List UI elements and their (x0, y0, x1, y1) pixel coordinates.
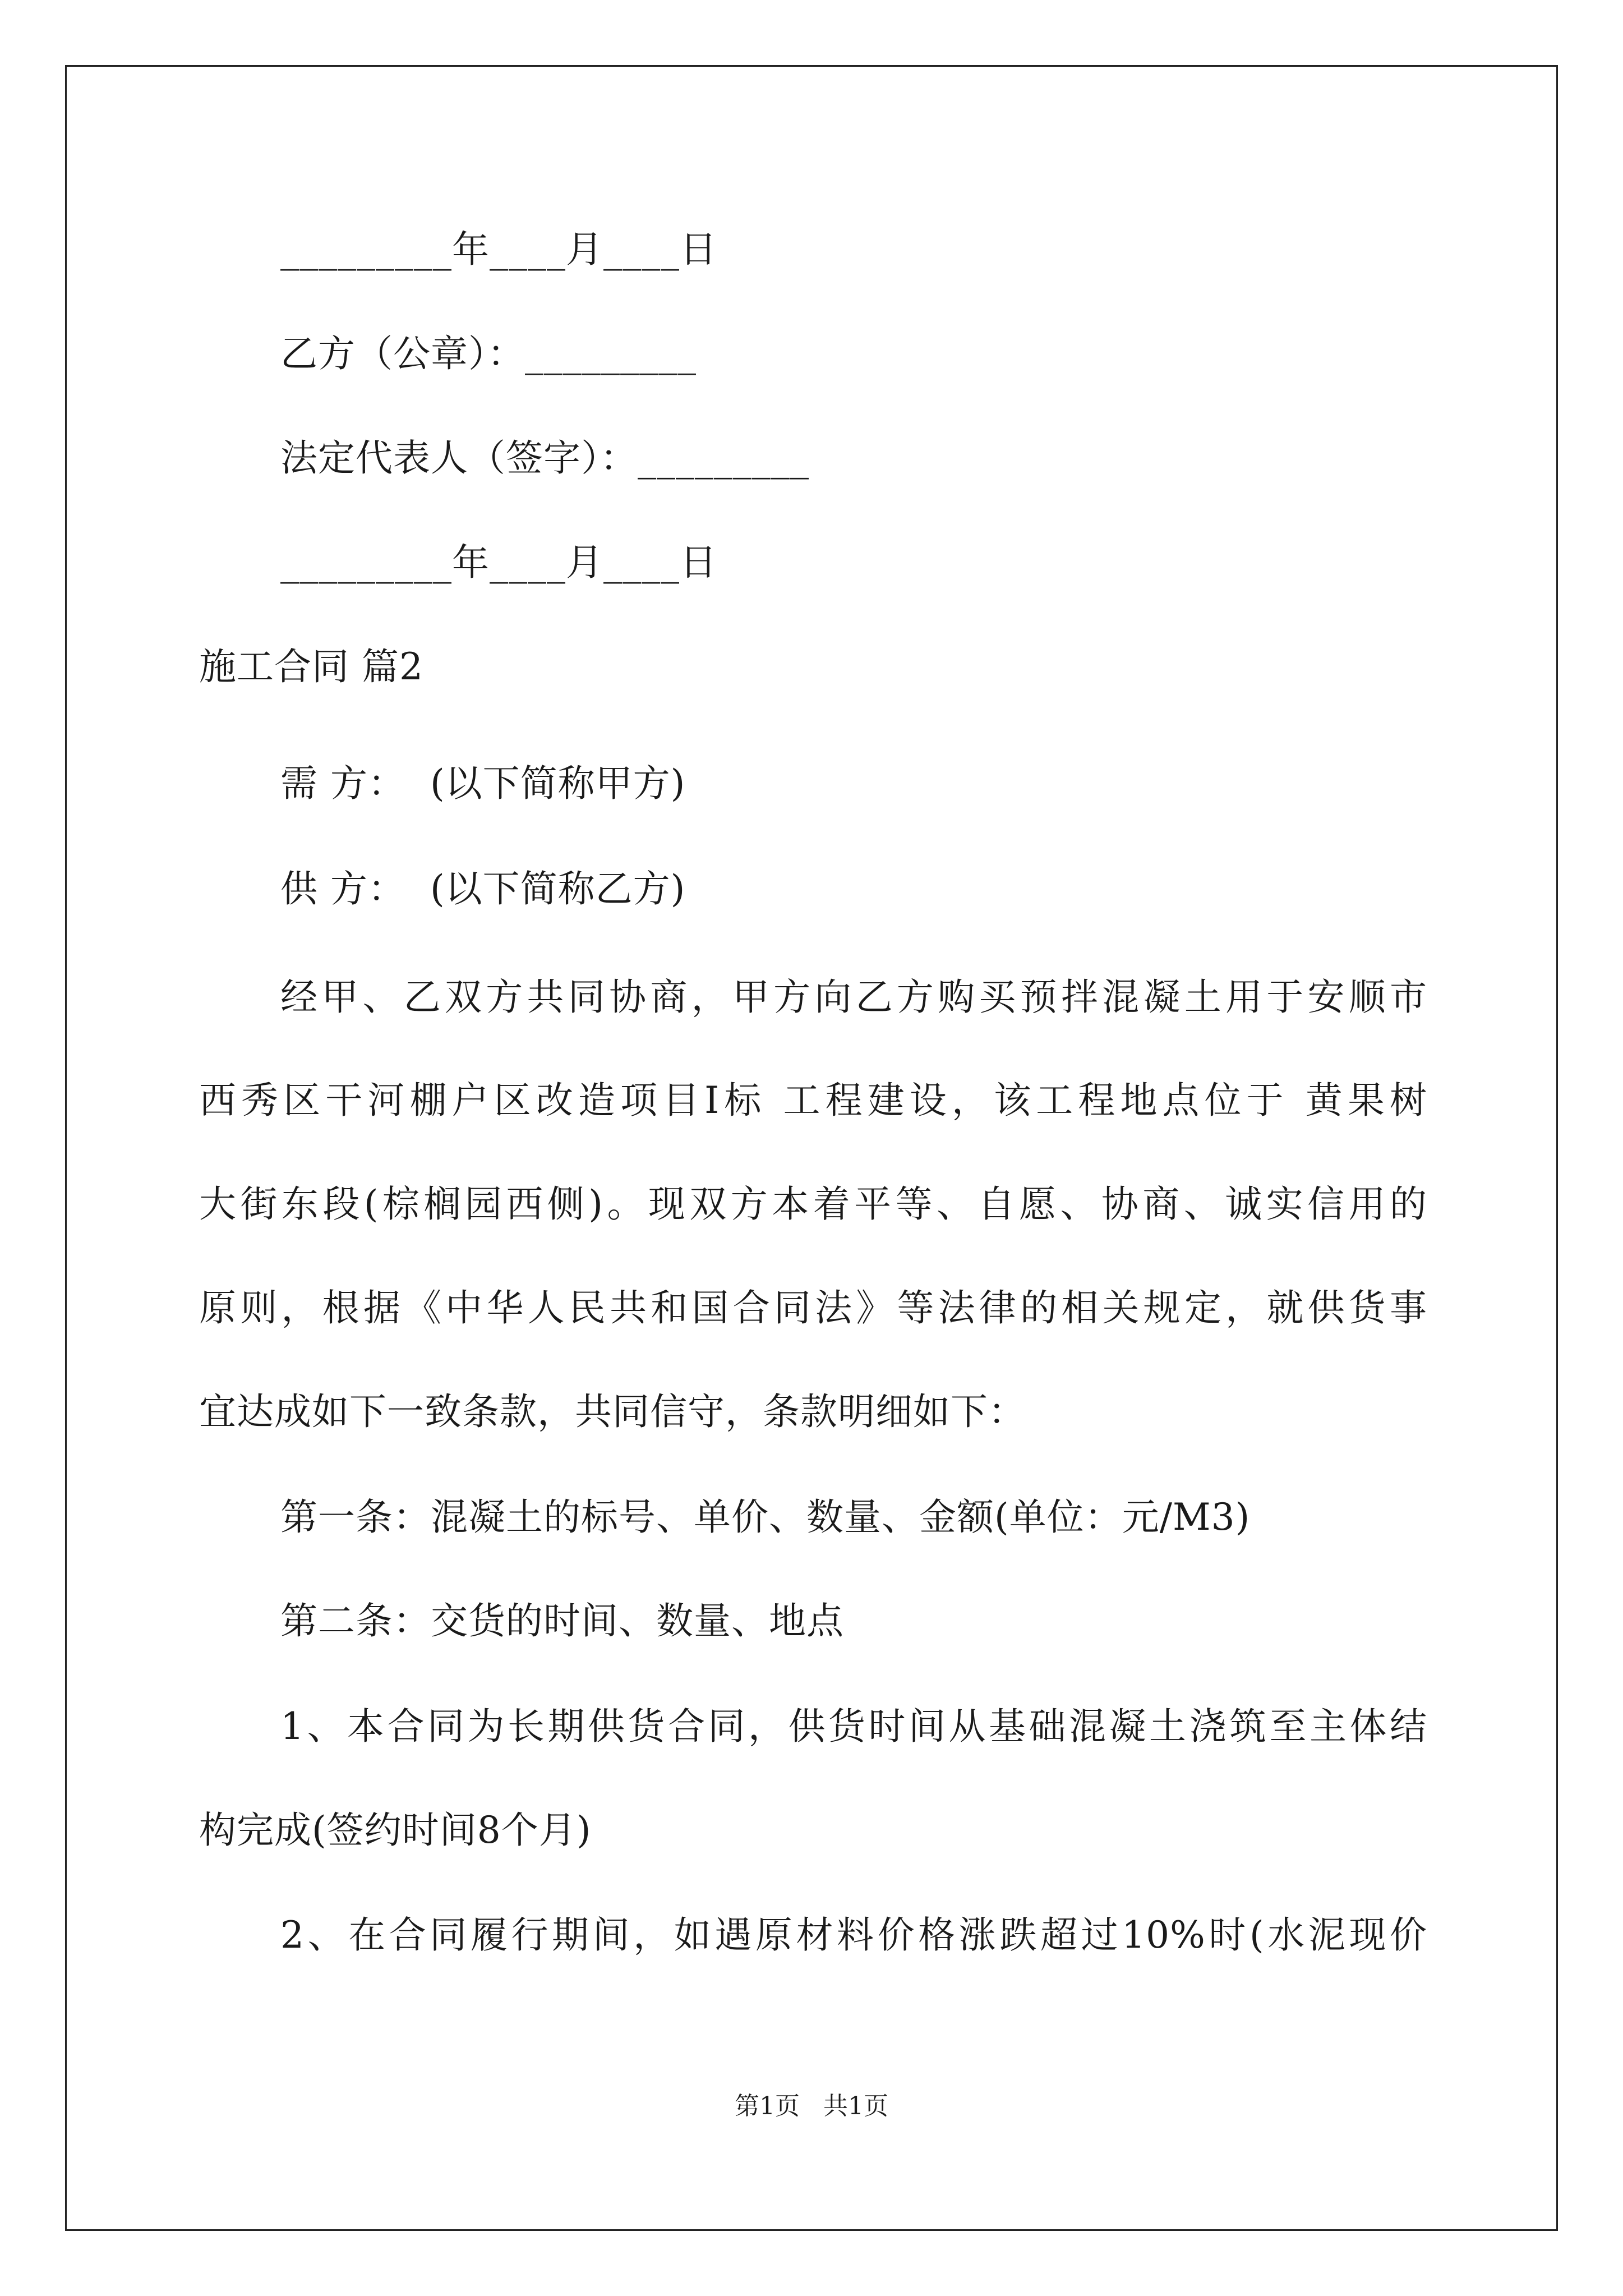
paragraph-line: 西秀区干河棚户区改造项目Ⅰ标 工程建设，该工程地点位于 黄果树 (199, 1079, 1427, 1122)
paragraph-line: 原则，根据《中华人民共和国合同法》等法律的相关规定，就供货事 (199, 1286, 1427, 1329)
date-line-1: _________年____月____日 (280, 228, 717, 271)
date-line-2: _________年____月____日 (280, 541, 717, 584)
clause-one-line: 1、本合同为长期供货合同，供货时间从基础混凝土浇筑至主体结 (280, 1705, 1427, 1748)
paragraph-line: 经甲、乙双方共同协商，甲方向乙方购买预拌混凝土用于安顺市 (280, 976, 1427, 1019)
legal-representative-line: 法定代表人（签字）：_________ (280, 436, 809, 480)
paragraph-line: 大街东段(棕榈园西侧)。现双方本着平等、自愿、协商、诚实信用的 (199, 1182, 1427, 1226)
clause-two-line: 2、在合同履行期间，如遇原材料价格涨跌超过10%时(水泥现价 (280, 1913, 1427, 1957)
article-one-line: 第一条：混凝土的标号、单价、数量、金额(单位：元/M3) (280, 1496, 1251, 1539)
section-heading: 施工合同 篇2 (199, 645, 423, 688)
clause-one-continued: 构完成(签约时间8个月) (199, 1809, 592, 1852)
supplier-line: 供 方： (以下简称乙方) (280, 867, 686, 910)
article-two-line: 第二条：交货的时间、数量、地点 (280, 1599, 844, 1642)
page-border (65, 65, 1558, 2231)
page-footer: 第1页 共1页 (735, 2092, 888, 2120)
party-b-seal-line: 乙方（公章）：_________ (280, 332, 697, 375)
paragraph-line: 宜达成如下一致条款，共同信守，条款明细如下： (199, 1390, 1026, 1433)
buyer-line: 需 方： (以下简称甲方) (280, 762, 686, 805)
